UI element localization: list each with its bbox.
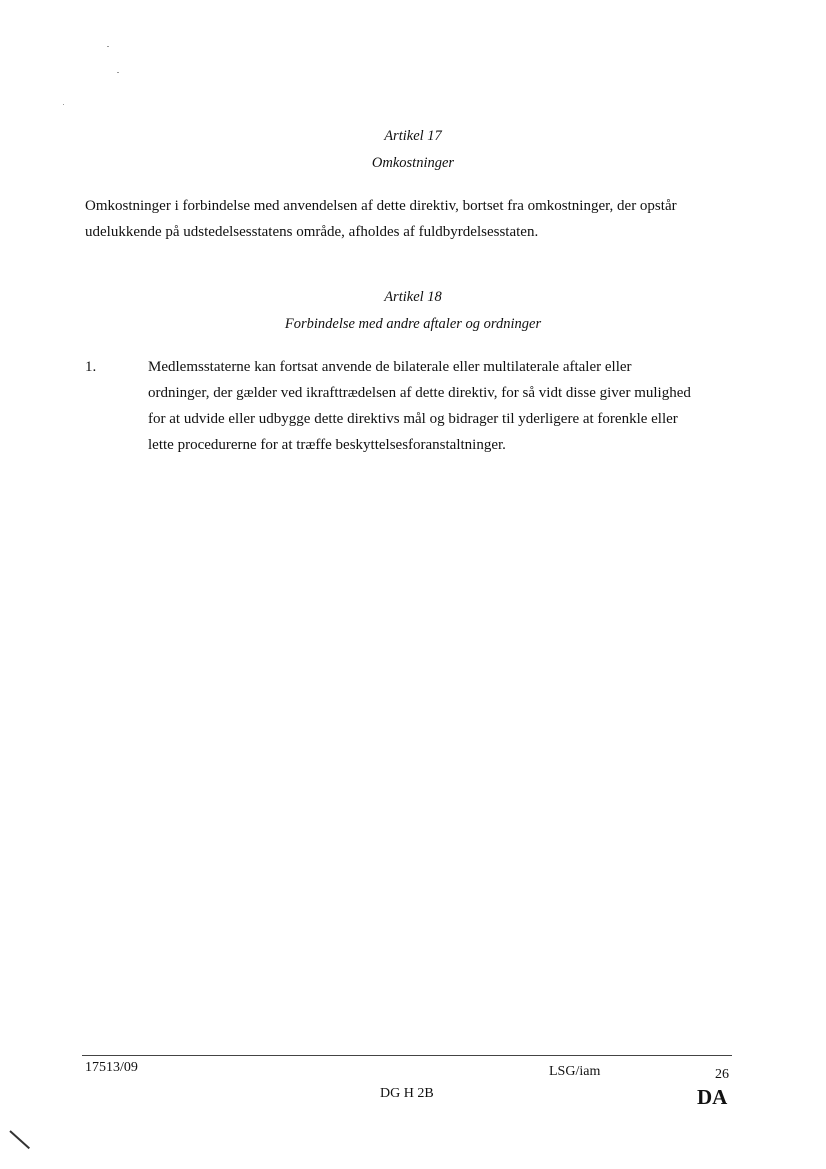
document-number: 17513/09 [85, 1060, 138, 1075]
author-code: LSG/iam [549, 1064, 601, 1079]
scan-mark [9, 1130, 30, 1149]
article-17-heading: Artikel 17 [384, 128, 442, 144]
article-18-subheading: Forbindelse med andre aftaler og ordninger [284, 316, 542, 332]
footer-rule [82, 1055, 732, 1056]
paragraph-number: 1. [85, 359, 97, 375]
paragraph-line: lette procedurerne for at træffe beskyttelsesforanstaltninger. [148, 437, 506, 453]
scan-speck [107, 46, 109, 47]
paragraph-line: udelukkende på udstedelsesstatens område, afholdes af fuldbyrdelsesstaten. [85, 224, 539, 240]
article-17-subheading: Omkostninger [371, 155, 455, 171]
article-18-paragraph-1 [148, 354, 691, 458]
article-17-paragraph [85, 193, 677, 245]
scan-speck [117, 72, 119, 73]
paragraph-line: ordninger, der gælder ved ikrafttrædelsen af dette direktiv, for så vidt disse giver mulighed [148, 385, 691, 401]
paragraph-line: Omkostninger i forbindelse med anvendelsen af dette direktiv, bortset fra omkostninger, der opstår [85, 198, 677, 214]
paragraph-line: for at udvide eller udbygge dette direktivs mål og bidrager til yderligere at forenkle eller [148, 411, 678, 427]
dg-code: DG H 2B [380, 1086, 434, 1101]
page-number: 26 [715, 1067, 729, 1082]
scan-speck [63, 104, 64, 105]
paragraph-line: Medlemsstaterne kan fortsat anvende de bilaterale eller multilaterale aftaler eller [148, 359, 632, 375]
language-code: DA [697, 1085, 728, 1109]
article-18-heading: Artikel 18 [384, 289, 442, 305]
